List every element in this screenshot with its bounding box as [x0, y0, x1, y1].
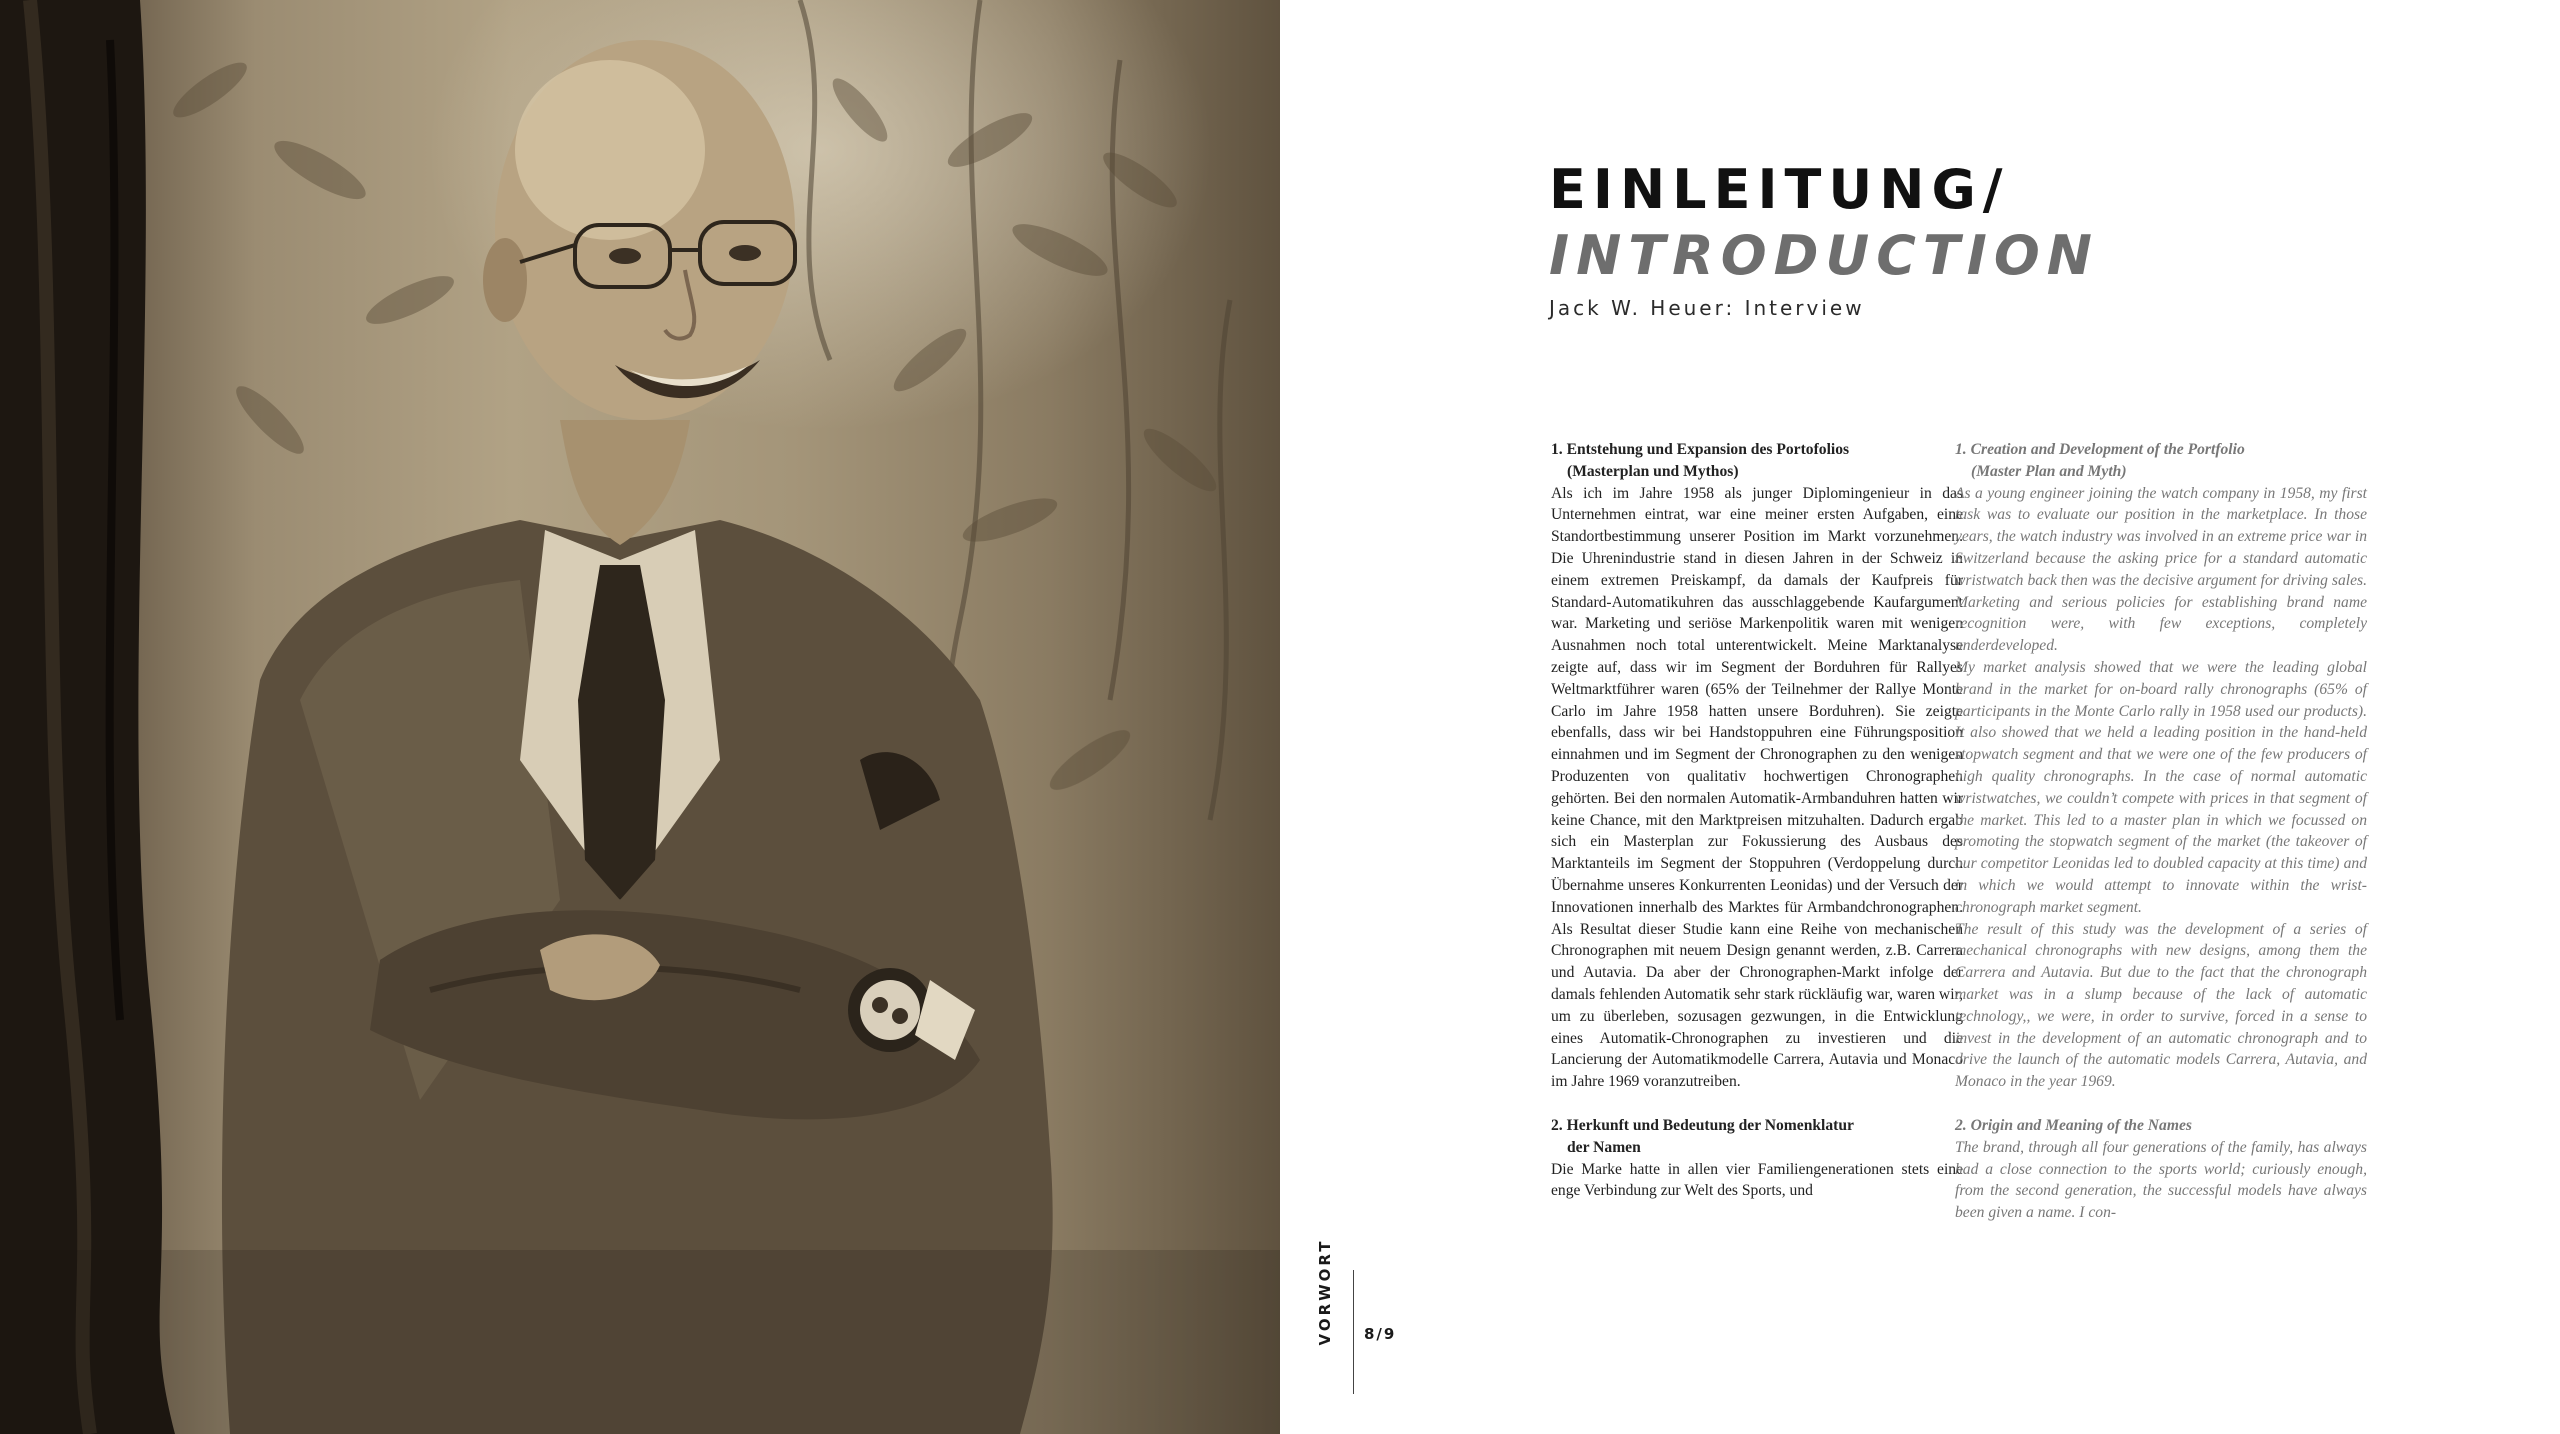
english-section1-heading — [1955, 439, 2367, 483]
english-section1-para2: My market analysis showed that we were the leading global brand in the market for on-board rally chronographs (65% of participants in the Monte Carlo rally in 1958 used our products). It also showed that we held a leading position in the hand-held stopwatch segment and that we were one of the few producers of high quality chronographs. In the case of normal automatic wristwatches, we couldn’t compete with prices in that segment of the market. This led to a master plan in which we focussed on promoting the stopwatch segment of the market (the takeover of our competitor Leonidas led to doubled capacity at this time) and in which we would attempt to innovate within the wrist-chronograph market segment. — [1955, 658, 2367, 916]
english-section1-para1: As a young engineer joining the watch company in 1958, my first task was to evaluate our position in the marketplace. In those years, the watch industry was involved in an extreme price war in Switzerland because the asking price for a standard automatic wristwatch back then was the decisive argument for driving sales. Marketing and serious policies for establishing brand name recognition were, with few exceptions, completely underdeveloped. — [1955, 484, 2367, 655]
german-section1-subtitle: (Masterplan und Mythos) — [1567, 462, 1739, 480]
german-section2-title: 2. Herkunft und Bedeutung der Nomenklatur — [1551, 1116, 1854, 1134]
german-section1-body: Als ich im Jahre 1958 als junger Diplomingenieur in das Unternehmen eintrat, war eine meiner ersten Aufgaben, eine Standortbestimmung unserer Position im Markt vorzunehmen. Die Uhrenindustrie stand in diesen Jahren in der Schweiz in einem extremen Preiskampf, da damals der Kaufpreis für Standard-Automatikuhren das ausschlaggebende Kaufargument war. Marketing und seriöse Markenpolitik waren mit wenigen Ausnahmen noch total unterentwickelt. Meine Marktanalyse zeigte auf, dass wir im Segment der Borduhren für Rallyes Weltmarktführer waren (65% der Teilnehmer der Rallye Monte Carlo im Jahre 1958 hatten unsere Borduhren). Sie zeigte ebenfalls, dass wir bei Handstoppuhren eine Führungsposition einnahmen und im Segment der Chronographen zu den wenigen Produzenten von qualitativ hochwertigen Chronographen gehörten. Bei den normalen Automatik-Armbanduhren hatten wir keine Chance, mit den Marktpreisen mitzuhalten. Dadurch ergab sich ein Masterplan zur Fokussierung des Ausbaus des Marktanteils im Segment der Stoppuhren (Verdoppelung durch Übernahme unseres Konkurrenten Leonidas) und der Versuch der Innovationen innerhalb des Marktes für Armbandchronographen. Als Resultat dieser Studie kann eine Reihe von mechanischen Chronographen mit neuem Design genannt werden, z.B. Carrera und Autavia. Da aber der Chronographen-Markt infolge der damals fehlenden Automatik sehr stark rückläufig war, waren wir, um zu überleben, sozusagen gezwungen, in die Entwicklung eines Automatik-Chronographen zu investieren und die Lancierung der Automatikmodelle Carrera, Autavia und Monaco im Jahre 1969 voranzutreiben. — [1551, 484, 1963, 1091]
page-subtitle: Jack W. Heuer: Interview — [1549, 296, 1865, 320]
english-section2-title: 2. Origin and Meaning of the Names — [1955, 1116, 2192, 1134]
english-section1-subtitle: (Master Plan and Myth) — [1971, 462, 2127, 480]
english-section2-heading — [1955, 1115, 2367, 1137]
german-section2-body: Die Marke hatte in allen vier Familiengenerationen stets eine enge Verbindung zur Welt des Sports, und — [1551, 1160, 1963, 1200]
palm-trunk — [0, 0, 175, 1434]
page-title-english: INTRODUCTION — [1549, 224, 2099, 287]
german-section2-subtitle: der Namen — [1567, 1138, 1641, 1156]
english-column — [1955, 439, 2367, 1224]
german-section1-title: 1. Entstehung und Expansion des Portofolios — [1551, 441, 1850, 458]
german-section1-heading — [1551, 439, 1963, 483]
english-section1-title: 1. Creation and Development of the Portfolio — [1955, 441, 2245, 458]
page-number: 8/9 — [1364, 1325, 1397, 1343]
german-column — [1551, 439, 1963, 1202]
english-section1-para3: The result of this study was the development of a series of mechanical chronographs with new designs, among them the Carrera and Autavia. But due to the fact that the chronograph market was in a slump because of the lack of automatic technology,, we were, in order to survive, forced in a sense to invest in the development of an automatic chronograph and to drive the launch of the automatic models Carrera, Autavia, and Monaco in the year 1969. — [1955, 920, 2367, 1091]
folio-divider — [1353, 1270, 1354, 1394]
english-section2-body: The brand, through all four generations of the family, has always had a close connection to the sports world; curiously enough, from the second generation, the successful models have always been given a name. I con- — [1955, 1138, 2367, 1222]
german-section2-heading — [1551, 1115, 1963, 1159]
page-title-german: EINLEITUNG/ — [1549, 158, 2010, 221]
section-label: VORWORT — [1316, 1238, 1334, 1346]
